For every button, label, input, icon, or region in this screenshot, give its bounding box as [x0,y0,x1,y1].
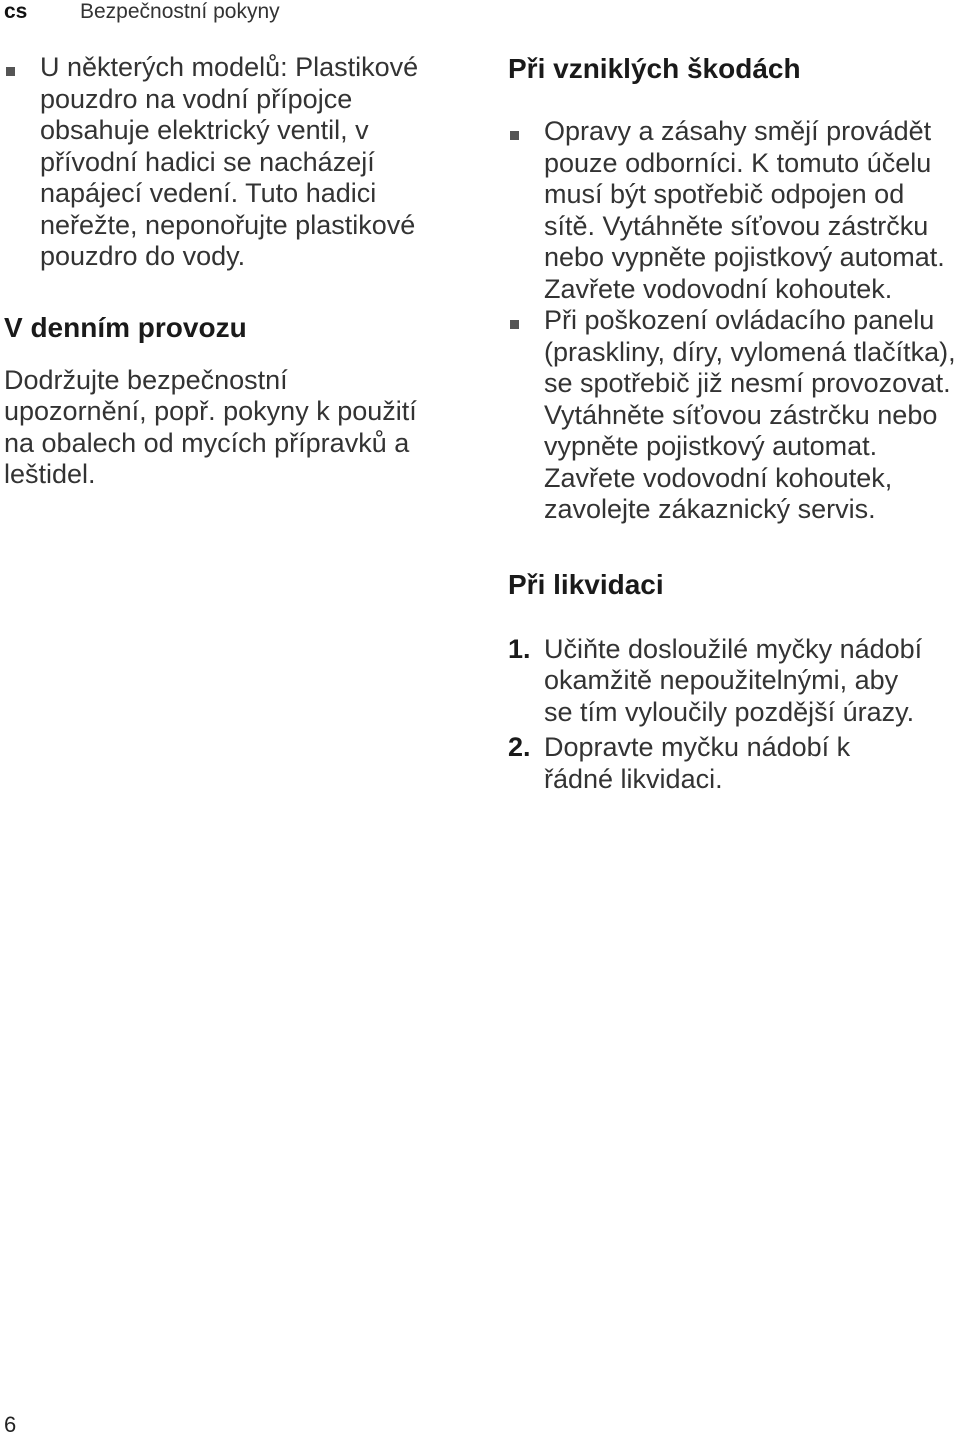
bullet-text: Opravy a zásahy smějí provádět pouze odborníci. K tomuto účelu musí být spotřebič odpojen od sítě. Vytáhněte síťovou zástrčku nebo vypněte pojistkový automat. Zavřete vodovodní kohoutek. [544,116,945,304]
step-text: Učiňte dosloužilé myčky nádobí okamžitě nepoužitelnými, aby se tím vyloučily pozdější úrazy. [544,633,923,727]
right-column [508,52,960,795]
step-text: Dopravte myčku nádobí k řádné likvidaci. [544,732,851,794]
damage-bullet-list [508,116,960,526]
disposal-steps-list [508,634,960,796]
paragraph-daily: Dodržujte bezpečnostní upozornění, popř. pokyny k použití na obalech od mycích přípravků a leštidel. [4,364,417,489]
list-item [508,116,960,305]
square-bullet-icon [510,131,519,140]
list-item [508,634,960,729]
left-column [4,52,464,491]
square-bullet-icon [510,320,519,329]
section-heading-damage: Při vzniklých škodách [508,53,801,84]
page-header [0,0,960,24]
section-heading-daily: V denním provozu [4,311,247,343]
list-item [508,732,960,795]
bullet-text: U některých modelů: Plastikové pouzdro na vodní přípojce obsahuje elektrický ventil, v přívodní hadici se nacházejí napájecí vedení. Tuto hadici neřežte, neponořujte plastikové pouzdro do vody. [40,52,419,271]
square-bullet-icon [6,67,15,76]
step-number: 2. [508,732,531,762]
section-heading-disposal: Při likvidaci [508,568,664,600]
list-item [4,52,464,273]
header-title: Bezpečnostní pokyny [80,0,280,23]
language-code: cs [4,0,28,23]
page-number: 6 [4,1412,17,1437]
left-bullet-list [4,52,464,273]
bullet-text: Při poškození ovládacího panelu (praskliny, díry, vylomená tlačítka), se spotřebič již nesmí provozovat. Vytáhněte síťovou zástrčku nebo vypněte pojistkový automat. Zavřete vodovodní kohoutek, zavolejte zákaznický servis. [544,305,956,524]
list-item [508,305,960,526]
step-number: 1. [508,633,531,664]
